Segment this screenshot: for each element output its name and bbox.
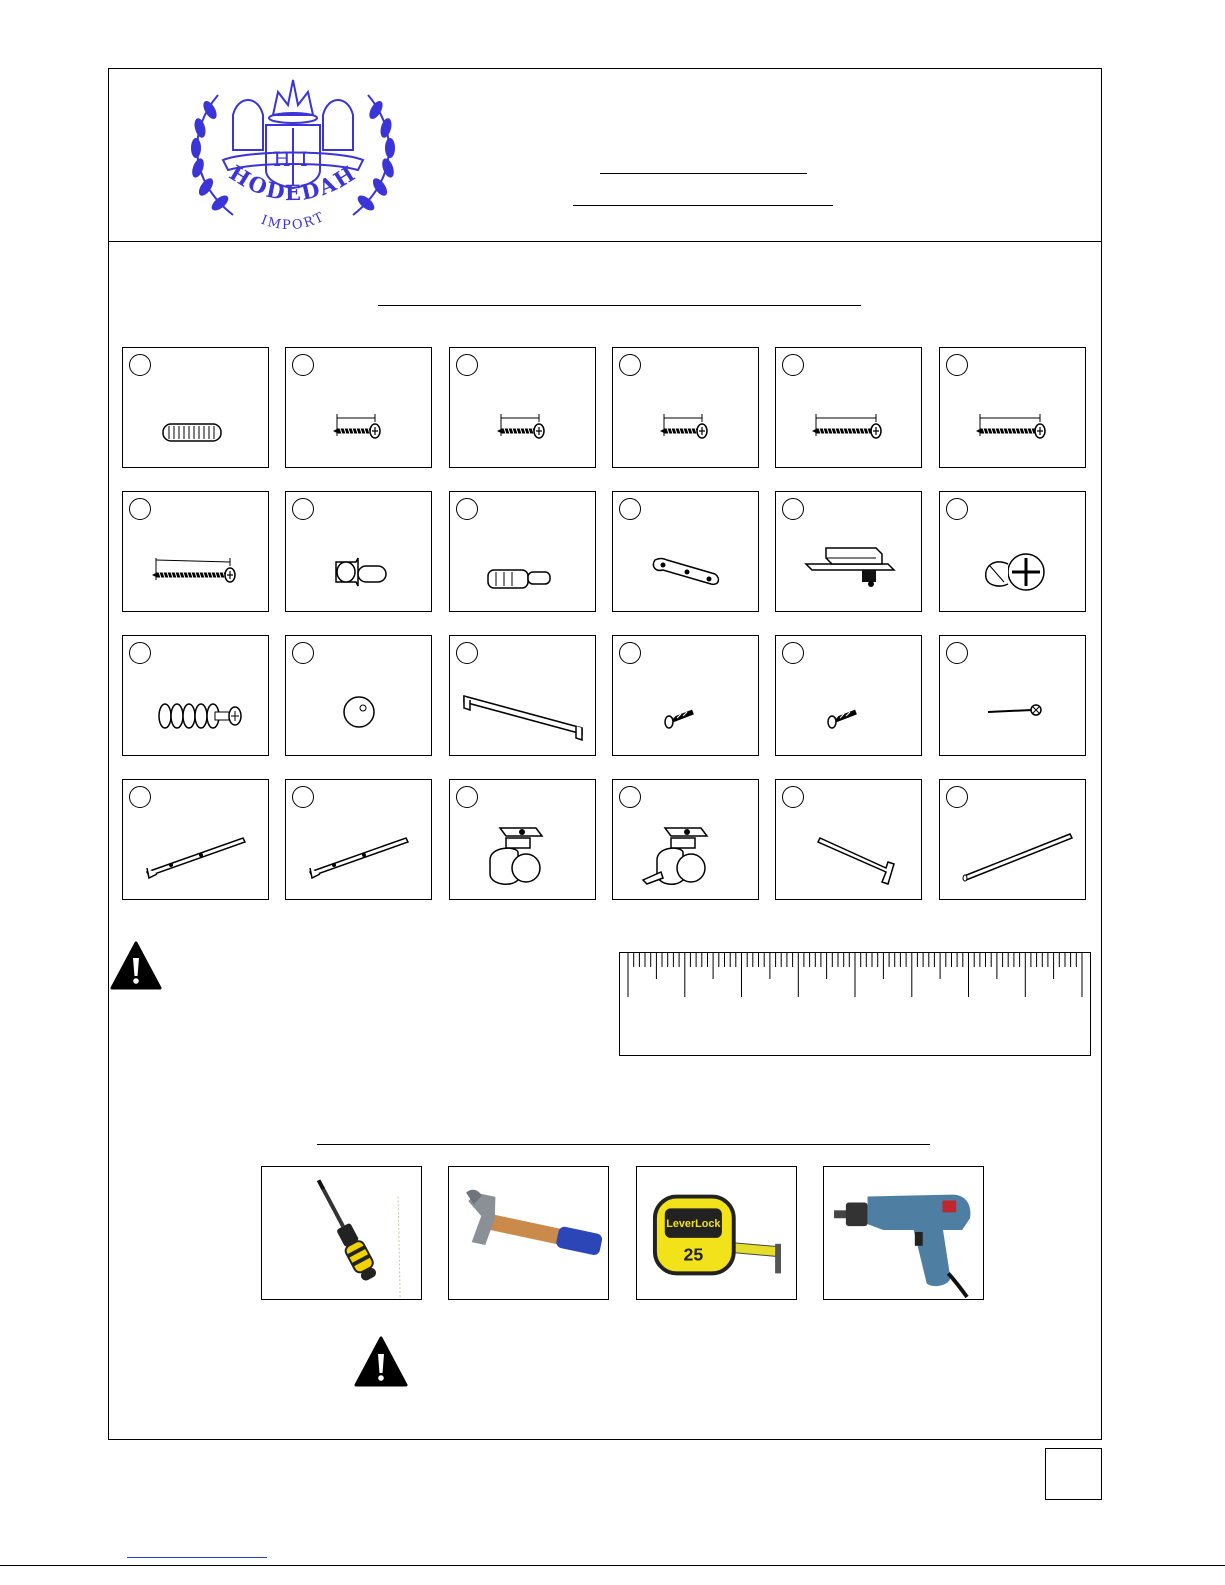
metal-rod-icon <box>940 780 1087 901</box>
tool-tape-measure <box>636 1166 797 1300</box>
nail-icon <box>940 636 1087 757</box>
part-tile <box>612 347 759 468</box>
drawer-slide-icon <box>123 780 270 901</box>
footer-link-underline[interactable] <box>127 1557 267 1558</box>
logo-brand-sub: IMPORT <box>258 209 328 234</box>
title-underline-1 <box>600 173 807 174</box>
locking-caster-icon <box>613 780 760 901</box>
part-tile <box>939 491 1086 612</box>
shelf-support-icon <box>450 492 597 613</box>
part-tile <box>775 635 922 756</box>
tools-heading-underline <box>317 1144 930 1145</box>
cam-lock-icon <box>940 492 1087 613</box>
tape-size-label: 25 <box>683 1244 704 1265</box>
monogram-left: H <box>273 147 291 171</box>
part-tile <box>449 779 596 900</box>
handle-screw-icon <box>613 636 760 757</box>
shelf-pin-icon <box>286 492 433 613</box>
short-screw-icon <box>450 348 597 469</box>
part-tile <box>612 635 759 756</box>
part-tile <box>285 635 432 756</box>
part-tile <box>939 635 1086 756</box>
tool-screwdriver <box>261 1166 422 1300</box>
short-screw-icon <box>613 348 760 469</box>
wood-dowel-icon <box>123 348 270 469</box>
caution-icon <box>353 1335 409 1389</box>
drawer-stop-icon <box>776 492 923 613</box>
screwdriver-icon <box>262 1167 421 1299</box>
tape-measure-icon <box>637 1167 796 1299</box>
title-underline-2 <box>573 205 833 206</box>
part-tile <box>939 779 1086 900</box>
part-tile <box>775 779 922 900</box>
part-tile <box>285 779 432 900</box>
footer-rule <box>0 1565 1225 1566</box>
short-screw-icon <box>286 348 433 469</box>
tool-hammer <box>448 1166 609 1300</box>
part-tile <box>285 491 432 612</box>
part-tile <box>939 347 1086 468</box>
part-tile <box>122 491 269 612</box>
part-tile <box>122 347 269 468</box>
handle-screw-icon <box>776 636 923 757</box>
metal-plate-icon <box>613 492 760 613</box>
warning-icon <box>110 940 162 992</box>
long-screw-icon <box>123 492 270 613</box>
power-drill-icon <box>824 1167 983 1299</box>
part-tile <box>449 635 596 756</box>
part-tile <box>285 347 432 468</box>
logo-brand-name: HODEDAH <box>225 159 361 206</box>
part-tile <box>612 779 759 900</box>
part-tile <box>612 491 759 612</box>
part-tile <box>775 491 922 612</box>
tape-brand-label: LeverLock <box>666 1218 721 1231</box>
cap-cover-icon <box>286 636 433 757</box>
monogram-right: I <box>300 147 308 171</box>
drawer-slide-icon <box>286 780 433 901</box>
part-tile <box>449 347 596 468</box>
part-tile <box>122 779 269 900</box>
part-tile <box>449 491 596 612</box>
page-number-box <box>1045 1448 1102 1500</box>
tool-power-drill <box>823 1166 984 1300</box>
medium-screw-icon <box>776 348 923 469</box>
allen-key-icon <box>776 780 923 901</box>
medium-screw-icon <box>940 348 1087 469</box>
svg-text:IMPORT <box>259 209 328 233</box>
caster-wheel-icon <box>450 780 597 901</box>
part-tile <box>775 347 922 468</box>
header-divider <box>108 241 1102 242</box>
cam-bolt-icon <box>123 636 270 757</box>
hardware-heading-underline <box>378 305 861 306</box>
hammer-icon <box>449 1167 608 1299</box>
hodedah-logo <box>178 70 408 238</box>
measurement-ruler <box>619 952 1091 1056</box>
part-tile <box>122 635 269 756</box>
handle-pull-icon <box>450 636 597 757</box>
